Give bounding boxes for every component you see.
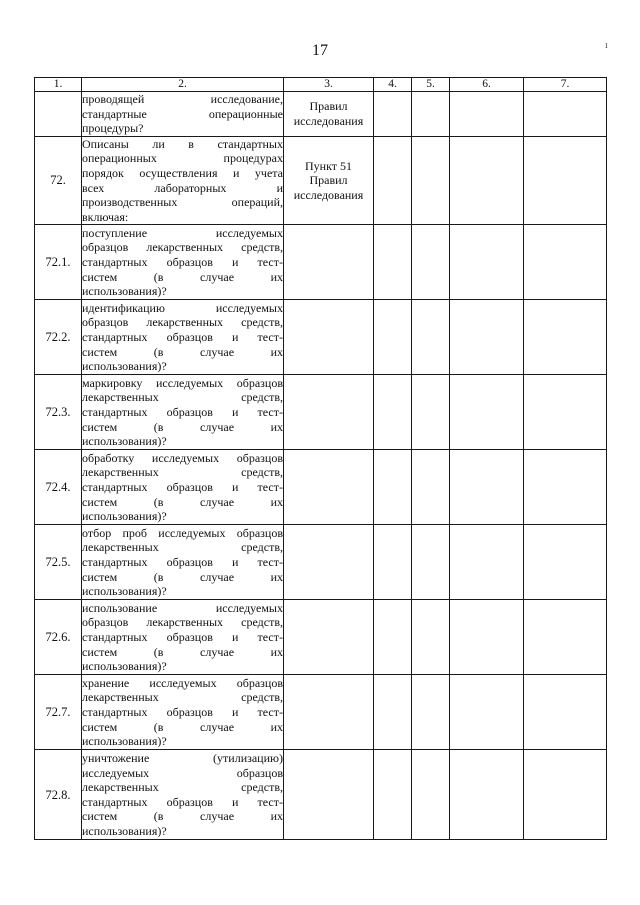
answer-yes-cell [374,450,412,525]
note-cell [524,750,607,840]
answer-no-cell [412,450,450,525]
header-col-2: 2. [82,78,284,92]
question-line: обработку исследуемых образцов [82,450,283,465]
question-line: систем (в случае их [82,644,283,659]
question-line: идентификацию исследуемых [82,300,283,315]
answer-no-cell [412,750,450,840]
not-applicable-cell [450,600,524,675]
note-cell [524,300,607,375]
question-text [82,92,284,137]
answer-no-cell [412,600,450,675]
question-line: систем (в случае их [82,719,283,734]
row-number: 72.6. [35,600,82,675]
row-number: 72.1. [35,225,82,300]
question-line-last: использования)? [82,284,167,299]
answer-no-cell [412,92,450,137]
question-text [82,750,284,840]
row-number: 72.8. [35,750,82,840]
question-line: использование исследуемых [82,600,283,615]
answer-yes-cell [374,300,412,375]
legal-reference [284,675,374,750]
legal-reference [284,375,374,450]
note-cell [524,92,607,137]
answer-yes-cell [374,136,412,225]
answer-yes-cell [374,92,412,137]
row-number: 72.3. [35,375,82,450]
table-row [35,375,607,450]
question-line: лекарственных средств, [82,540,283,555]
question-line: систем (в случае их [82,569,283,584]
question-line: уничтожение (утилизацию) [82,751,283,766]
table-row [35,136,607,225]
question-line: систем (в случае их [82,269,283,284]
not-applicable-cell [450,225,524,300]
question-line: стандартных образцов и тест- [82,405,283,420]
question-text [82,375,284,450]
question-line: лекарственных средств, [82,390,283,405]
answer-yes-cell [374,525,412,600]
answer-no-cell [412,525,450,600]
header-col-6: 6. [450,78,524,92]
row-number: 72. [35,136,82,225]
row-number: 72.7. [35,675,82,750]
question-line: стандартных образцов и тест- [82,794,283,809]
question-line: отбор проб исследуемых образцов [82,525,283,540]
legal-reference: Пункт 51 Правил исследования [284,136,374,225]
question-line: поступление исследуемых [82,225,283,240]
question-line: стандартных образцов и тест- [82,330,283,345]
question-text [82,675,284,750]
table-row [35,92,607,137]
header-col-4: 4. [374,78,412,92]
answer-no-cell [412,375,450,450]
question-line: стандартные операционные [82,106,283,121]
row-number: 72.5. [35,525,82,600]
question-line: образцов лекарственных средств, [82,615,283,630]
note-cell [524,675,607,750]
question-line: образцов лекарственных средств, [82,240,283,255]
table-row [35,750,607,840]
legal-reference [284,750,374,840]
question-line: производственных операций, [82,195,283,210]
question-text [82,136,284,225]
header-row [35,78,607,92]
row-number: 72.2. [35,300,82,375]
table-row [35,450,607,525]
question-line: стандартных образцов и тест- [82,255,283,270]
question-line-last: использования)? [82,659,167,674]
question-line-last: использования)? [82,434,167,449]
note-cell [524,136,607,225]
question-line: операционных процедурах [82,151,283,166]
question-line: стандартных образцов и тест- [82,630,283,645]
question-line: лекарственных средств, [82,465,283,480]
answer-no-cell [412,136,450,225]
question-line-last: использования)? [82,359,167,374]
question-line: порядок осуществления и учета [82,165,283,180]
question-line: Описаны ли в стандартных [82,136,283,151]
not-applicable-cell [450,450,524,525]
question-line: систем (в случае их [82,419,283,434]
header-col-5: 5. [412,78,450,92]
legal-reference [284,600,374,675]
answer-no-cell [412,675,450,750]
answer-no-cell [412,300,450,375]
question-line-last: использования)? [82,584,167,599]
not-applicable-cell [450,136,524,225]
question-line: проводящей исследование, [82,92,283,106]
question-line-last: процедуры? [82,121,144,136]
question-line: маркировку исследуемых образцов [82,375,283,390]
question-text [82,225,284,300]
answer-yes-cell [374,600,412,675]
legal-reference [284,450,374,525]
header-col-7: 7. [524,78,607,92]
answer-no-cell [412,225,450,300]
question-line: систем (в случае их [82,344,283,359]
question-text [82,450,284,525]
not-applicable-cell [450,750,524,840]
legal-reference: Правил исследования [284,92,374,137]
question-line: стандартных образцов и тест- [82,555,283,570]
question-line-last: использования)? [82,734,167,749]
row-number: 72.4. [35,450,82,525]
answer-yes-cell [374,675,412,750]
question-line: хранение исследуемых образцов [82,675,283,690]
question-line: лекарственных средств, [82,690,283,705]
note-cell [524,375,607,450]
header-col-3: 3. [284,78,374,92]
legal-reference [284,300,374,375]
table-row [35,525,607,600]
question-line: стандартных образцов и тест- [82,480,283,495]
not-applicable-cell [450,675,524,750]
table-row [35,300,607,375]
page-number: 17 [312,42,328,59]
note-cell [524,600,607,675]
legal-reference [284,225,374,300]
question-text [82,525,284,600]
not-applicable-cell [450,525,524,600]
not-applicable-cell [450,92,524,137]
table-row [35,675,607,750]
question-text [82,600,284,675]
question-line: всех лабораторных и [82,180,283,195]
question-line: лекарственных средств, [82,780,283,795]
note-cell [524,525,607,600]
not-applicable-cell [450,375,524,450]
checklist-table [34,77,607,840]
question-line: образцов лекарственных средств, [82,315,283,330]
note-cell [524,225,607,300]
answer-yes-cell [374,750,412,840]
answer-yes-cell [374,375,412,450]
not-applicable-cell [450,300,524,375]
question-line: систем (в случае их [82,494,283,509]
note-cell [524,450,607,525]
question-line-last: включая: [82,209,129,224]
question-line: стандартных образцов и тест- [82,705,283,720]
table-row [35,225,607,300]
question-text [82,300,284,375]
table-row [35,600,607,675]
question-line-last: использования)? [82,824,167,839]
question-line-last: использования)? [82,509,167,524]
question-line: исследуемых образцов [82,765,283,780]
question-line: систем (в случае их [82,809,283,824]
margin-mark: ı [605,40,608,51]
row-number [35,92,82,137]
header-col-1: 1. [35,78,82,92]
legal-reference [284,525,374,600]
answer-yes-cell [374,225,412,300]
